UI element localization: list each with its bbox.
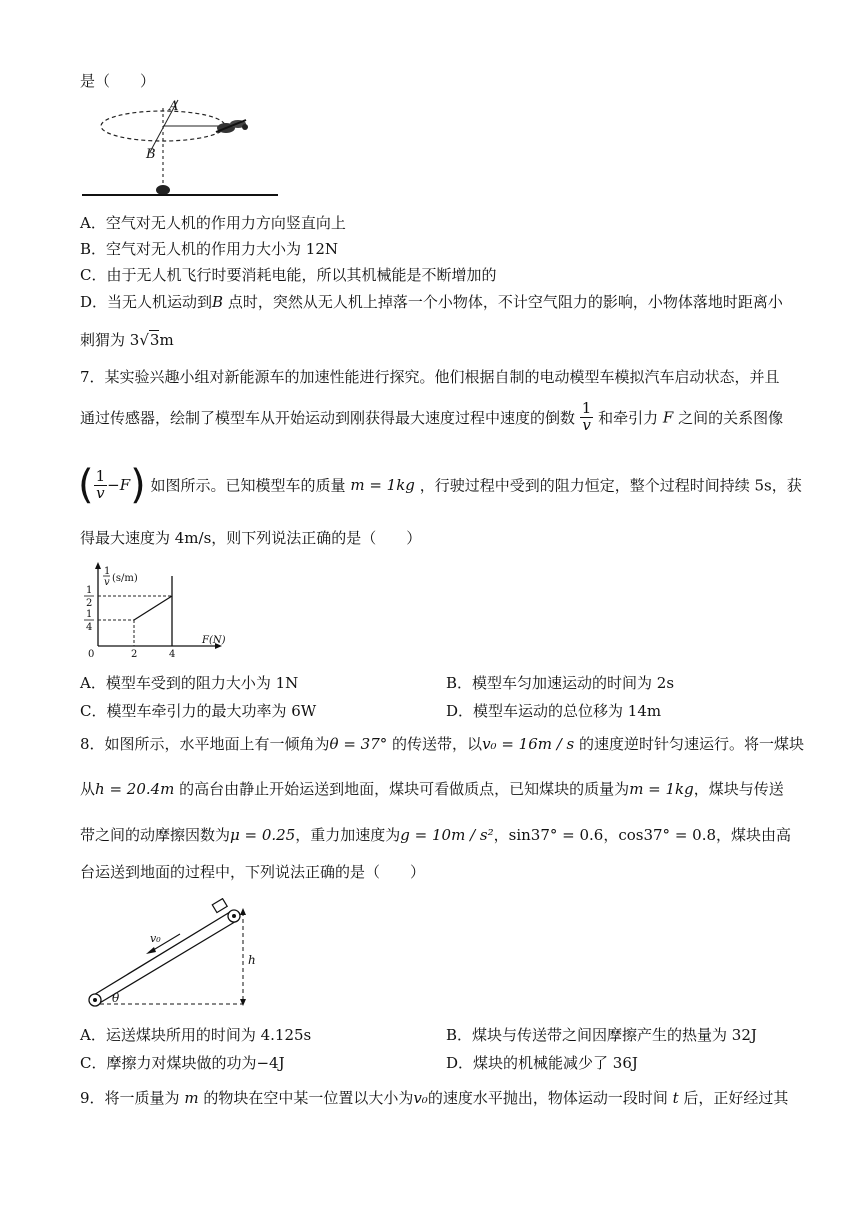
q6-option-a: A．空气对无人机的作用力方向竖直向上 <box>80 214 346 232</box>
q7-option-d: D．模型车运动的总位移为 14m <box>446 702 662 720</box>
x-tick-2: 2 <box>131 649 138 660</box>
label-a: A <box>169 99 179 114</box>
y-tick-quarter-den: 4 <box>86 622 93 633</box>
q8-option-d: D．煤块的机械能减少了 36J <box>446 1054 638 1072</box>
q8-line3: 带之间的动摩擦因数为μ = 0.25，重力加速度为g = 10m / s²，sin37° = 0.6，cos37° = 0.8，煤块由高 <box>80 826 792 844</box>
q6-option-d-line2: 刺猬为 3√3m <box>80 331 174 349</box>
y-axis-den: v <box>104 577 110 588</box>
q6-stem-tail: 是（ ） <box>80 72 156 90</box>
q7-line3: ( $\frac{1}{v}$ −F) 如图所示。已知模型车的质量 m = 1kg ，行驶过程中受到的阻力恒定，整个过程时间持续 5s，获 <box>78 462 802 508</box>
conveyor-belt-figure <box>80 898 270 1016</box>
y-axis-unit: (s/m) <box>112 573 138 584</box>
y-tick-half-num: 1 <box>86 585 93 596</box>
q8-option-c: C．摩擦力对煤块做的功为−4J <box>80 1054 285 1072</box>
q7-line4: 得最大速度为 4m/s，则下列说法正确的是（ ） <box>80 529 422 547</box>
q6-option-c: C．由于无人机飞行时要消耗电能，所以其机械能是不断增加的 <box>80 266 497 284</box>
q6-option-d-line1: D．当无人机运动到B 点时，突然从无人机上掉落一个小物体，不计空气阻力的影响，小物体落地时距离小 <box>80 293 783 311</box>
drone-figure <box>78 94 283 200</box>
inverse-velocity-force-graph <box>78 562 238 660</box>
drone-icon <box>216 120 248 133</box>
q7-line1: 7．某实验兴趣小组对新能源车的加速性能进行探究。他们根据自制的电动模型车模拟汽车启动状态，并且 <box>80 368 780 386</box>
q9-line1: 9．将一质量为 m 的物块在空中某一位置以大小为v₀的速度水平抛出，物体运动一段时间 t 后，正好经过其 <box>80 1089 789 1107</box>
origin-label: 0 <box>88 649 95 660</box>
q7-option-b: B．模型车匀加速运动的时间为 2s <box>446 674 675 692</box>
q8-line4: 台运送到地面的过程中，下列说法正确的是（ ） <box>80 863 426 881</box>
graph-segment-rising <box>134 596 172 620</box>
h-label: h <box>248 953 256 967</box>
x-tick-4: 4 <box>169 649 176 660</box>
belt-top <box>92 912 230 996</box>
label-b: B <box>146 147 156 162</box>
coal-block <box>212 899 227 913</box>
y-tick-half-den: 2 <box>86 598 93 609</box>
theta-label: θ <box>112 991 120 1005</box>
y-tick-quarter-num: 1 <box>86 609 93 620</box>
v0-label: v₀ <box>150 932 161 945</box>
q7-line2: 通过传感器，绘制了模型车从开始运动到刚获得最大速度过程中速度的倒数 $\frac{1}{v}$ 和牵引力 F 之间的关系图像 <box>80 399 784 434</box>
inverse-velocity-fraction: $\frac{1}{v}$ <box>581 399 592 434</box>
q8-line2: 从h = 20.4m 的高台由静止开始运送到地面，煤块可看做质点，已知煤块的质量为m = 1kg，煤块与传送 <box>80 780 784 798</box>
q8-option-b: B．煤块与传送带之间因摩擦产生的热量为 32J <box>446 1026 757 1044</box>
q8-option-a: A．运送煤块所用的时间为 4.125s <box>80 1026 312 1044</box>
q7-option-c: C．模型车牵引力的最大功率为 6W <box>80 702 317 720</box>
hedgehog-icon <box>156 185 170 195</box>
q7-option-a: A．模型车受到的阻力大小为 1N <box>80 674 299 692</box>
x-axis-label: F(N) <box>202 635 226 646</box>
q8-line1: 8．如图所示，水平地面上有一倾角为θ = 37° 的传送带，以v₀ = 16m / s 的速度逆时针匀速运行。将一煤块 <box>80 735 805 753</box>
y-axis-num: 1 <box>104 566 111 577</box>
q6-option-b: B．空气对无人机的作用力大小为 12N <box>80 240 339 258</box>
